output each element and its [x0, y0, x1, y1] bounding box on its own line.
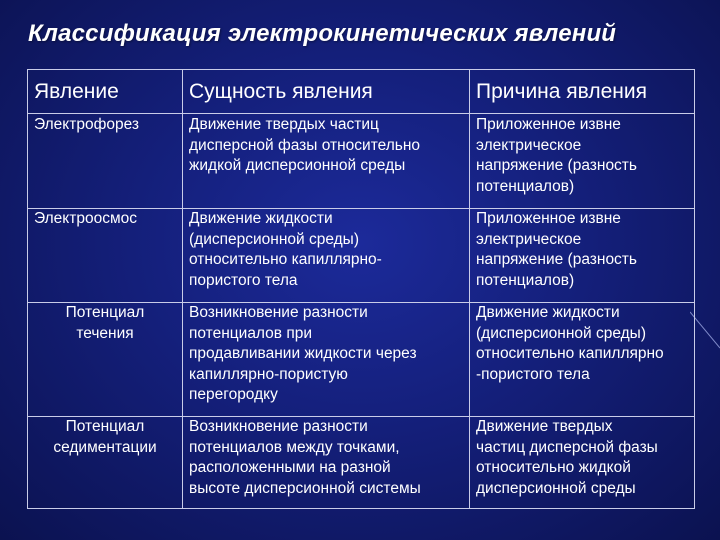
table-row [28, 417, 695, 509]
cell-essence: Возникновение разности потенциалов между точками, расположенными на разной высоте дисперсионной системы [183, 417, 470, 509]
slide-title: Классификация электрокинетических явлений [28, 20, 617, 47]
cell-essence: Возникновение разности потенциалов при продавливании жидкости через капиллярно-пористую перегородку [183, 303, 470, 417]
cell-cause: Приложенное извне электрическое напряжение (разность потенциалов) [470, 209, 695, 303]
table-row [28, 114, 695, 209]
table-header-row [28, 70, 695, 114]
cell-cause: Движение жидкости (дисперсионной среды) относительно капиллярно -пористого тела [470, 303, 695, 417]
cell-essence: Движение твердых частиц дисперсной фазы относительно жидкой дисперсионной среды [183, 114, 470, 209]
cell-cause: Движение твердых частиц дисперсной фазы относительно жидкой дисперсионной среды [470, 417, 695, 509]
cell-phenomenon: Электрофорез [28, 114, 183, 209]
header-essence: Сущность явления [183, 70, 470, 114]
header-cause: Причина явления [470, 70, 695, 114]
cell-cause: Приложенное извне электрическое напряжение (разность потенциалов) [470, 114, 695, 209]
cell-phenomenon: Потенциал течения [28, 303, 183, 417]
table-row [28, 209, 695, 303]
header-phenomenon: Явление [28, 70, 183, 114]
table-row [28, 303, 695, 417]
cell-essence: Движение жидкости (дисперсионной среды) относительно капиллярно- пористого тела [183, 209, 470, 303]
cell-phenomenon: Электроосмос [28, 209, 183, 303]
cell-phenomenon: Потенциал седиментации [28, 417, 183, 509]
classification-table [27, 69, 695, 509]
